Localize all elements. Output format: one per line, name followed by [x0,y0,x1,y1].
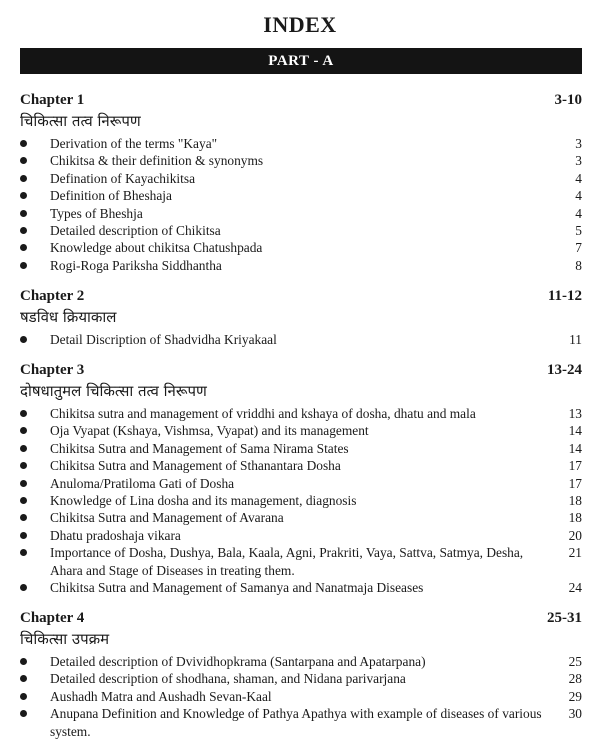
item-text: Detailed description of Dvividhopkrama (Santarpana and Apatarpana) [50,654,426,669]
list-item [20,509,582,526]
part-banner: PART - A [20,48,582,74]
item-text: Chikitsa sutra and management of vriddhi and kshaya of dosha, dhatu and mala [50,406,476,421]
list-item [20,492,582,509]
item-page-number: 17 [568,458,582,474]
bullet-icon [20,427,27,434]
item-page-number: 14 [568,423,582,439]
chapter-page-range: 11-12 [547,288,582,304]
list-item [20,544,582,579]
chapter-hindi-title: चिकित्सा तत्व निरूपण [20,112,141,130]
list-item [20,527,582,544]
bullet-icon [20,445,27,452]
chapter-2 [20,288,582,348]
item-page-number: 11 [569,332,582,347]
item-page-number: 18 [568,510,582,526]
item-page-number: 17 [568,475,582,491]
item-text: Defination of Kayachikitsa [50,170,196,186]
list-item [20,475,582,492]
bullet-icon [20,262,27,269]
item-page-number: 28 [568,671,582,687]
item-page-number: 3 [575,153,582,169]
list-item [20,135,582,152]
item-page-number: 25 [568,654,582,669]
bullet-icon [20,549,27,556]
item-page-number: 30 [568,706,582,722]
chapter-hindi-title: षडविध क्रियाकाल [20,308,117,326]
item-text: Rogi-Roga Pariksha Siddhantha [50,257,222,273]
list-item [20,257,582,274]
bullet-icon [20,658,27,665]
item-text: Chikitsa & their definition & synonyms [50,153,264,169]
chapter-2-items [20,331,582,348]
chapter-hindi-title: दोषधातुमल चिकित्सा तत्व निरूपण [20,382,207,400]
item-page-number: 18 [568,493,582,509]
item-page-number: 20 [568,527,582,543]
chapter-page-range: 3-10 [554,92,582,108]
chapter-page-range: 25-31 [547,610,582,626]
item-text: Definition of Bheshaja [50,188,172,204]
bullet-icon [20,532,27,539]
list-item [20,688,582,705]
item-text: Oja Vyapat (Kshaya, Vishmsa, Vyapat) and its management [50,423,369,439]
item-text: Chikitsa Sutra and Management of Sama Nirama States [50,440,349,456]
list-item [20,670,582,687]
item-text: Importance of Dosha, Dushya, Bala, Kaala, Agni, Prakriti, Vaya, Sattva, Satmya, Desha, Ahara and Stage of Diseases in treating them. [50,545,524,578]
bullet-icon [20,157,27,164]
item-text: Detail Discription of Shadvidha Kriyakaal [50,332,277,347]
list-item [20,187,582,204]
bullet-icon [20,514,27,521]
bullet-icon [20,462,27,469]
list-item [20,422,582,439]
item-text: Aushadh Matra and Aushadh Sevan-Kaal [50,688,272,704]
chapter-page-range: 13-24 [547,362,582,378]
item-text: Chikitsa Sutra and Management of Samanya and Nanatmaja Diseases [50,580,424,596]
item-page-number: 4 [575,188,582,204]
bullet-icon [20,336,27,343]
chapter-title: Chapter 3 [20,362,85,378]
list-item [20,440,582,457]
chapter-4-items [20,653,582,740]
list-item [20,579,582,596]
chapter-hindi-title: चिकित्सा उपक्रम [20,630,110,648]
item-page-number: 4 [575,170,582,186]
item-text: Chikitsa Sutra and Management of Avarana [50,510,284,526]
list-item [20,152,582,169]
item-page-number: 5 [575,223,582,239]
list-item [20,239,582,256]
bullet-icon [20,410,27,417]
page-title: INDEX [263,12,337,37]
item-text: Anupana Definition and Knowledge of Pathya Apathya with example of diseases of various system. [50,706,542,739]
list-item [20,170,582,187]
chapter-3 [20,362,582,596]
bullet-icon [20,675,27,682]
item-text: Anuloma/Pratiloma Gati of Dosha [50,475,235,491]
bullet-icon [20,192,27,199]
item-text: Knowledge of Lina dosha and its management, diagnosis [50,493,357,509]
item-text: Types of Bheshja [50,205,143,221]
item-page-number: 7 [575,240,582,256]
list-item [20,405,582,422]
bullet-icon [20,210,27,217]
item-page-number: 21 [568,545,582,561]
chapter-title: Chapter 2 [20,288,85,304]
chapter-title: Chapter 4 [20,610,85,626]
item-text: Detailed description of shodhana, shaman, and Nidana parivarjana [50,671,406,687]
item-page-number: 24 [568,580,582,596]
item-text: Derivation of the terms "Kaya" [50,136,218,151]
item-page-number: 3 [575,136,582,151]
bullet-icon [20,693,27,700]
chapter-1 [20,92,582,274]
item-text: Detailed description of Chikitsa [50,223,221,239]
bullet-icon [20,497,27,504]
list-item [20,331,582,348]
bullet-icon [20,480,27,487]
bullet-icon [20,227,27,234]
bullet-icon [20,710,27,717]
chapter-title: Chapter 1 [20,92,85,108]
list-item [20,205,582,222]
list-item [20,222,582,239]
bullet-icon [20,244,27,251]
item-page-number: 8 [575,257,582,273]
list-item [20,653,582,670]
item-text: Chikitsa Sutra and Management of Sthanantara Dosha [50,458,341,474]
list-item [20,457,582,474]
item-text: Dhatu pradoshaja vikara [50,527,181,543]
chapter-3-items [20,405,582,596]
list-item [20,705,582,740]
item-page-number: 4 [575,205,582,221]
item-page-number: 14 [568,440,582,456]
bullet-icon [20,140,27,147]
item-text: Knowledge about chikitsa Chatushpada [50,240,263,256]
bullet-icon [20,175,27,182]
chapter-1-items [20,135,582,274]
bullet-icon [20,584,27,591]
chapter-4 [20,610,582,740]
item-page-number: 29 [568,688,582,704]
item-page-number: 13 [568,406,582,421]
